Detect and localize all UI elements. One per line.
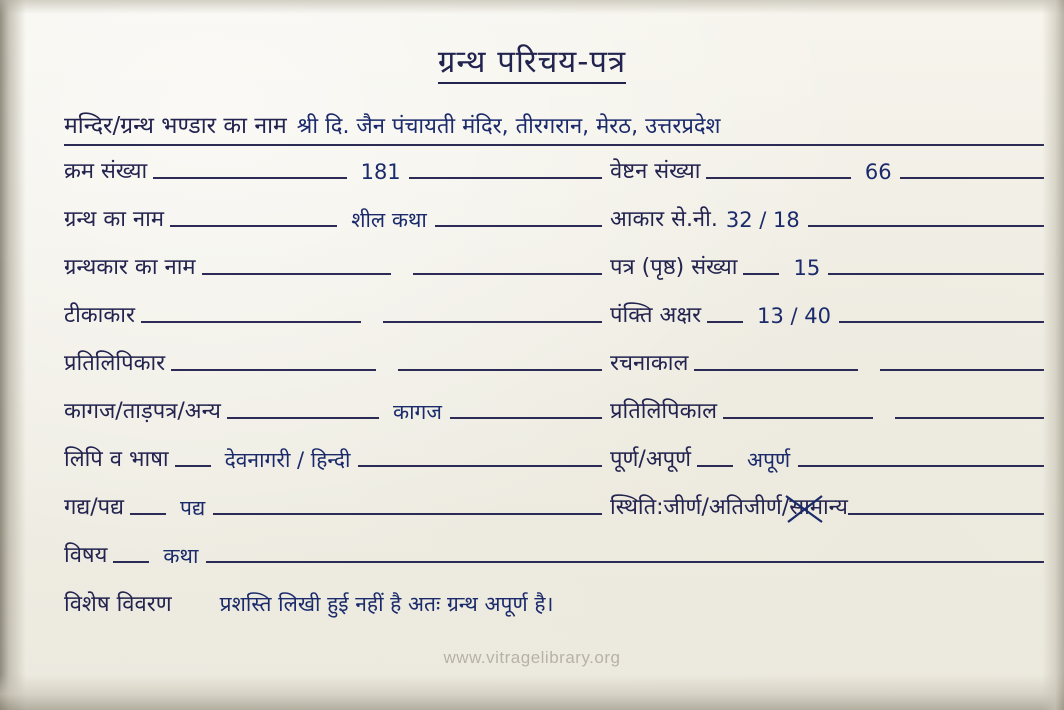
field-rule	[141, 320, 361, 323]
field-rule	[707, 320, 743, 323]
field-row-1	[64, 160, 1044, 184]
field-rule	[113, 560, 149, 563]
field-rule	[175, 464, 211, 467]
field-rule	[153, 176, 346, 179]
field-value: 66	[864, 160, 892, 185]
field-pratilipikal	[610, 400, 1044, 424]
field-rule-tail	[413, 272, 602, 275]
page-title-text: ग्रन्थ परिचय-पत्र	[438, 44, 626, 84]
field-granthkar-ka-naam	[64, 256, 610, 280]
field-pankti-akshar	[610, 304, 1044, 328]
field-value: 15	[793, 256, 821, 281]
field-rule	[130, 512, 166, 515]
field-row-9	[64, 544, 1044, 568]
field-row-6	[64, 400, 1044, 424]
temple-name-label: मन्दिर/ग्रन्थ भण्डार का नाम	[64, 113, 287, 139]
field-rule	[706, 176, 850, 179]
field-rule	[694, 368, 858, 371]
page-edge-top	[0, 0, 1064, 14]
field-row-7	[64, 448, 1044, 472]
field-krama-sankhya	[64, 160, 610, 184]
field-aakaar-se-ni	[610, 208, 1044, 232]
field-vishay	[64, 544, 1044, 568]
field-label: पंक्ति अक्षर	[610, 303, 702, 328]
field-rule-tail	[206, 560, 1044, 563]
field-rule	[697, 464, 733, 467]
field-label: आकार से.नी.	[610, 207, 718, 232]
field-rule	[743, 272, 779, 275]
field-gadya-padya	[64, 496, 610, 520]
field-label: वेष्टन संख्या	[610, 159, 701, 184]
field-row-2	[64, 208, 1044, 232]
temple-name-row	[64, 108, 1044, 146]
field-label: विषय	[64, 543, 108, 568]
special-description-label: विशेष विवरण	[64, 592, 172, 617]
field-patra-prishtha-sankhya	[610, 256, 1044, 280]
field-label: गद्य/पद्य	[64, 495, 125, 520]
field-value: कागज	[392, 400, 442, 425]
field-rule-tail	[213, 512, 602, 515]
field-pratilipikar	[64, 352, 610, 376]
field-rule	[170, 224, 337, 227]
field-rule-tail	[450, 416, 602, 419]
watermark-text: www.vitragelibrary.org	[443, 648, 621, 667]
field-label: रचनाकाल	[610, 351, 689, 376]
field-rule	[202, 272, 391, 275]
field-granth-ka-naam	[64, 208, 610, 232]
field-rule-tail	[895, 416, 1044, 419]
field-label: प्रतिलिपिकाल	[610, 399, 718, 424]
field-row-3	[64, 256, 1044, 280]
field-label: पूर्ण/अपूर्ण	[610, 447, 692, 472]
field-rule-tail	[808, 224, 1044, 227]
field-kagaj-tadpatra-anya	[64, 400, 610, 424]
field-sthiti	[610, 496, 1044, 520]
temple-name-value: श्री दि. जैन पंचायती मंदिर, तीरगरान, मेरठ, उत्तरप्रदेश	[296, 114, 721, 139]
field-rule-tail	[398, 368, 602, 371]
field-tikakar	[64, 304, 610, 328]
field-label-wrap	[610, 496, 848, 520]
field-label: कागज/ताड़पत्र/अन्य	[64, 399, 221, 424]
field-rule-tail	[828, 272, 1044, 275]
field-label: प्रतिलिपिकार	[64, 351, 166, 376]
field-value: शील कथा	[351, 208, 427, 233]
page-title	[0, 40, 1064, 82]
field-row-5	[64, 352, 1044, 376]
field-rule-tail	[839, 320, 1044, 323]
special-description-row	[64, 588, 1044, 618]
field-row-8	[64, 496, 1044, 520]
page-edge-bottom	[0, 674, 1064, 710]
field-value: पद्य	[180, 496, 206, 521]
field-veshtan-sankhya	[610, 160, 1044, 184]
field-value: कथा	[163, 544, 199, 569]
special-description-value: प्रशस्ति लिखी हुई नहीं है अतः ग्रन्थ अपूर्ण है।	[219, 592, 554, 616]
field-label: स्थिति:जीर्ण/अतिजीर्ण/सामान्य	[610, 495, 848, 520]
field-purna-apurna	[610, 448, 1044, 472]
field-value: 32 / 18	[725, 208, 800, 233]
field-rule-tail	[383, 320, 603, 323]
field-label: पत्र (पृष्ठ) संख्या	[610, 255, 738, 280]
field-lipi-va-bhasha	[64, 448, 610, 472]
field-rule-tail	[358, 464, 602, 467]
field-rule-tail	[409, 176, 602, 179]
field-label: ग्रन्थकार का नाम	[64, 255, 196, 280]
field-rule	[723, 416, 872, 419]
field-rachnakal	[610, 352, 1044, 376]
field-rule-tail	[798, 464, 1044, 467]
field-rule-tail	[880, 368, 1044, 371]
field-row-4	[64, 304, 1044, 328]
field-rule-tail	[435, 224, 602, 227]
field-value: देवनागरी / हिन्दी	[224, 448, 351, 473]
field-label: क्रम संख्या	[64, 159, 148, 184]
field-rule	[171, 368, 375, 371]
field-rule-tail	[848, 512, 1044, 515]
field-label: टीकाकार	[64, 303, 135, 328]
field-rule	[227, 416, 379, 419]
field-value: अपूर्ण	[747, 448, 791, 473]
field-label: लिपि व भाषा	[64, 447, 169, 472]
field-rule-tail	[900, 176, 1044, 179]
field-label: ग्रन्थ का नाम	[64, 207, 164, 232]
field-value: 181	[360, 160, 401, 185]
field-value: 13 / 40	[757, 304, 831, 329]
